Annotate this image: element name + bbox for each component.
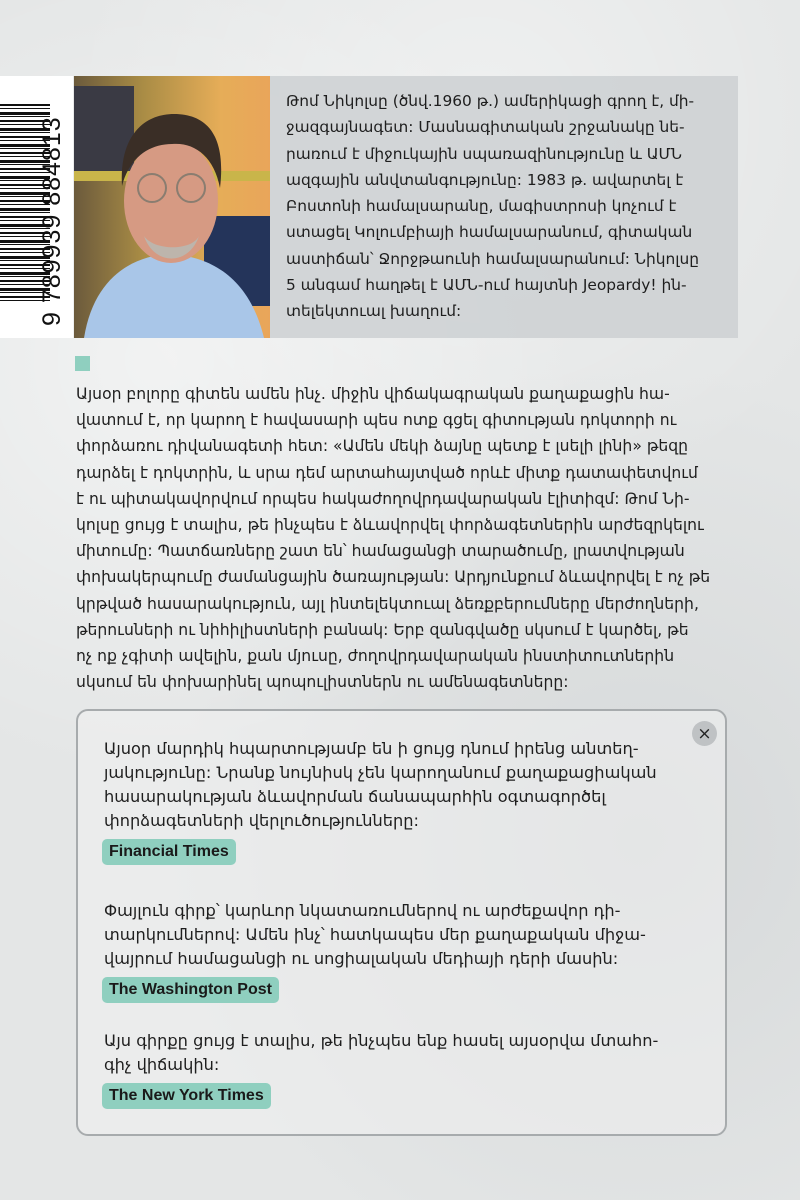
description-line: վատում է, որ կարող է հավասարի պես ոտք գցել գիտության դոկտորի ու: [76, 411, 677, 430]
review-new-york-times: [104, 1029, 658, 1109]
review-line: վայրում համացանցի ու սոցիալական մեդիայի դերի մասին:: [104, 949, 619, 968]
bio-line: րառում է միջուկային սպառազինությունը և ԱՄՆ: [286, 144, 682, 163]
bio-line: տելեկտուալ խաղում:: [286, 302, 462, 321]
close-icon[interactable]: ×: [692, 721, 717, 746]
bio-line: ջազգայնագետ: Մասնագիտական շրջանակը նե-: [286, 118, 685, 137]
review-washington-post: [104, 899, 646, 1003]
review-line: տարկումներով: Ամեն ինչ՝ հատկապես մեր քաղաքական միջա-: [104, 925, 646, 944]
description-line: կրթված հասարակություն, այլ ինտելեկտուալ ձեռքբերումները մերժողների,: [76, 594, 699, 613]
book-description: [76, 381, 746, 695]
author-portrait-image: [74, 76, 270, 338]
description-line: կոլսը ցույց է տալիս, թե ինչպես է ձևավորվել փորձագետներին արժեզրկելու: [76, 516, 704, 535]
review-line: Այսօր մարդիկ հպարտությամբ են ի ցույց դնում իրենց անտեղ-: [104, 739, 639, 758]
bio-line: Թոմ Նիկոլսը (ծնվ.1960 թ.) ամերիկացի գրող է, մի-: [286, 92, 695, 110]
isbn-barcode: [0, 76, 73, 338]
author-bio: [270, 76, 738, 338]
isbn-digits: 9 789939 884813: [38, 116, 66, 326]
description-line: փորձառու դիվանագետի հետ: «Ամեն մեկի ձայնը պետք է լսելի լինի» թեզը: [76, 437, 688, 456]
description-line: ոչ ոք չգիտի ավելին, քան մյուսը, ժողովրդավարական ինստիտուտներին: [76, 647, 675, 666]
description-line: փոխակերպումը ժամանցային ծառայության: Արդյունքում ձևավորվել է ոչ թե: [76, 568, 711, 587]
review-line: յակությունը: Նրանք նույնիսկ չեն կարողանում քաղաքացիական: [104, 763, 657, 782]
bio-line: ստացել Կոլումբիայի համալսարանում, գիտական: [286, 223, 693, 242]
bio-line: աստիճան՝ Ջորջթաունի համալսարանում: Նիկոլսը: [286, 249, 699, 268]
review-source: Financial Times: [102, 839, 236, 865]
description-line: Այսօր բոլորը գիտեն ամեն ինչ. միջին վիճակագրական քաղաքացին հա-: [76, 385, 670, 403]
accent-square: [75, 356, 90, 371]
review-line: հասարակության ձևավորման ճանապարհին օգտագործել: [104, 787, 606, 806]
bio-line: ազգային անվտանգությունը: 1983 թ. ավարտել է: [286, 170, 684, 189]
bio-line: Բոստոնի համալսարանը, մագիստրոսի կոչում է: [286, 197, 677, 216]
description-line: է ու պիտակավորվում որպես հակաժողովրդավարական էլիտիզմ: Թոմ Նի-: [76, 489, 690, 508]
description-line: միտումը: Պատճառները շատ են՝ համացանցի տարածումը, լրատվության: [76, 542, 685, 561]
review-source: The New York Times: [102, 1083, 271, 1109]
author-photo: [74, 76, 270, 338]
reviews-panel: [76, 709, 727, 1136]
description-line: դարձել է դոկտրին, և սրա դեմ արտահայտված որևէ միտք դատափետվում: [76, 463, 698, 482]
review-financial-times: [104, 737, 657, 865]
description-line: սկսում են փոխարինել պոպուլիստներն ու ամենագետները:: [76, 673, 569, 692]
description-line: թերուսների ու նիհիլիստների բանակ: Երբ զանգվածը սկսում է կարծել, թե: [76, 620, 689, 639]
review-source: The Washington Post: [102, 977, 279, 1003]
bio-line: 5 անգամ հաղթել է ԱՄՆ-ում հայտնի Jeopardy! ին-: [286, 276, 687, 295]
review-line: Փայլուն գիրք՝ կարևոր նկատառումներով ու արժեքավոր դի-: [104, 901, 621, 920]
review-line: գիչ վիճակին:: [104, 1055, 220, 1074]
review-line: փորձագետների վերլուծությունները:: [104, 811, 419, 830]
review-line: Այս գիրքը ցույց է տալիս, թե ինչպես ենք հասել այսօրվա մտահո-: [104, 1031, 659, 1050]
